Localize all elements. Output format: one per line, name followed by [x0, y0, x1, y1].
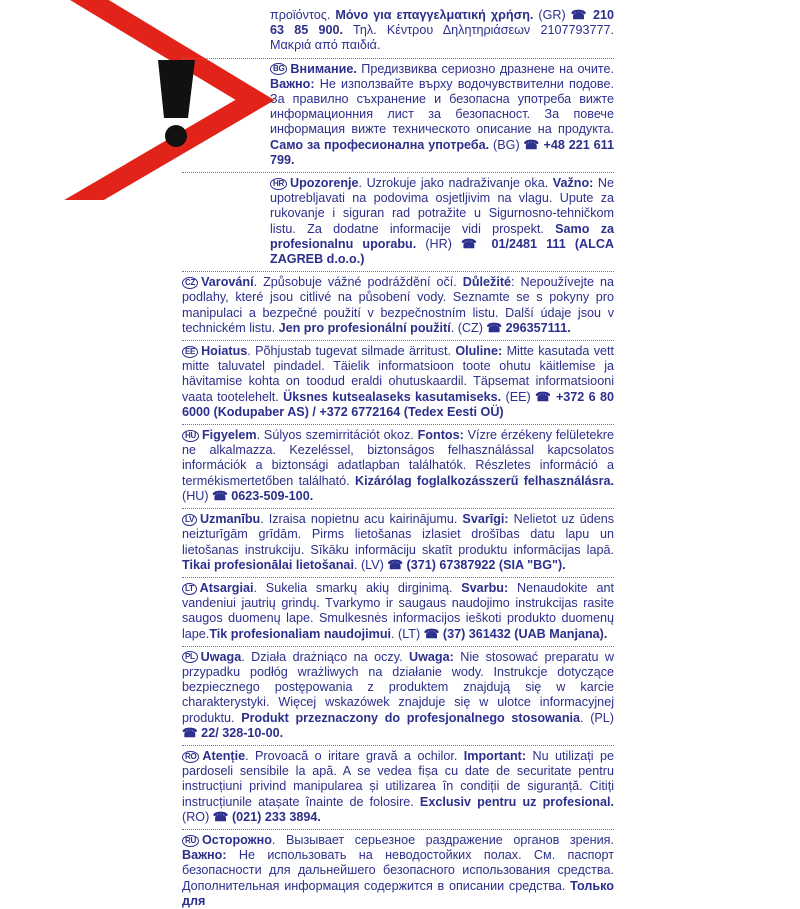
body-text: . (LV)	[353, 557, 388, 572]
bold-text: Tikai profesionālai lietošanai	[182, 557, 354, 572]
body-text: : Nepoužívejte na podlahy, které jsou citlivé na působení vody. Seznamte se s pokyny pro manipulaci a bezpečné použití v bezpečnostním listu. Další údaje jsou v technickém listu.	[182, 275, 615, 335]
bold-text: Upozorenje	[289, 176, 359, 191]
bold-text: Uwaga:	[409, 649, 454, 664]
bold-text: Svarbu:	[461, 580, 509, 595]
section-divider	[182, 424, 614, 425]
bold-text: Fontos:	[417, 428, 464, 443]
warning-section-ee	[182, 344, 614, 420]
warning-section-lt	[182, 581, 614, 642]
body-text: (HR)	[416, 236, 462, 251]
country-code-badge: BG	[270, 63, 287, 75]
bold-text: ☎ 01/2481 111 (ALCA ZAGREB d.o.o.)	[270, 236, 615, 267]
section-divider	[182, 745, 614, 746]
body-text: (EE)	[501, 389, 536, 404]
body-text: Nie stosować preparatu w przypadku podłóg wrażliwych na działanie wody. Instrukcje dotyczące bezpiecznego postępowania z produktem znajdują się w karcie charakterystyki. Więcej wskazówek znajduje się w ulotce informacyjnej produktu.	[182, 649, 614, 725]
bold-text: Само за професионална употреба.	[270, 137, 490, 152]
section-divider	[182, 508, 614, 509]
warning-section-cz	[182, 275, 614, 336]
country-code-badge: CZ	[182, 277, 198, 289]
bold-text: Kizárólag foglalkozásszerű felhasználásra.	[354, 473, 614, 488]
warning-section-hr	[182, 176, 614, 267]
body-text: . Provoacă o iritare gravă a ochilor.	[245, 748, 464, 763]
country-code-badge: LT	[182, 583, 197, 595]
section-divider	[182, 340, 614, 341]
country-code-badge: EE	[182, 346, 198, 358]
warning-section-ru	[182, 833, 614, 909]
body-text: Ne upotrebljavati na podovima osjetljivim na vlagu. Upute za rukovanje i siguran rad potražite u Sigurnosno-tehničkom listu. Za dodatne informacije vidi prospekt.	[270, 176, 614, 236]
bold-text: ☎ +372 6 80 6000 (Kodupaber AS) / +372 6772164 (Tedex Eesti OÜ)	[182, 389, 615, 419]
country-code-badge: RO	[182, 751, 199, 763]
body-text: Не использовать на неводостойких полах. См. паспорт безопасности для дальнейшего безопасного использования средства. Дополнительная информация содержится в описании средства.	[182, 848, 614, 893]
bold-text: Samo za profesionalnu uporabu.	[270, 221, 614, 251]
bold-text: Important:	[463, 748, 527, 763]
bold-text: ☎ 0623-509-100.	[212, 488, 314, 503]
body-text: προϊόντος.	[270, 8, 336, 22]
section-divider	[182, 646, 614, 647]
bold-text: ☎ 296357111.	[486, 320, 571, 335]
warning-section-ro	[182, 749, 614, 825]
bold-text: Oluline:	[455, 344, 503, 359]
body-text: . Súlyos szemirritációt okoz.	[256, 428, 418, 443]
body-text: Nenaudokite ant vandeniui jautrių grindų. Tvarkymo ir saugaus naudojimo instrukcijas rasite saugos duomenų lape. Smulkesnės informacijos ieškoti produkto duomenų lape.	[182, 580, 614, 641]
body-text: . Działa drażniąco na oczy.	[241, 649, 410, 664]
body-text: . Вызывает серьезное раздражение органов зрения.	[271, 832, 614, 847]
body-text: Vízre érzékeny felületekre ne alkalmazza. Kezeléssel, biztonságos felhasználással kapcsolatos információk a biztonsági adatlapban találhatók. Részletes információ a termékismertetőben található.	[182, 428, 614, 488]
bold-text: ☎ +48 221 611 799.	[270, 137, 614, 167]
country-code-badge: HR	[270, 178, 287, 190]
section-divider	[182, 172, 614, 173]
country-code-badge: LV	[182, 514, 197, 526]
section-divider	[182, 829, 614, 830]
bold-text: Varování	[201, 275, 254, 290]
bold-text: Üksnes kutsealaseks kasutamiseks.	[283, 389, 502, 404]
body-text: . (PL)	[580, 710, 614, 725]
section-divider	[182, 271, 614, 272]
bold-text: Jen pro profesionální použití	[278, 320, 451, 335]
body-text: . Izraisa nopietnu acu kairinājumu.	[260, 512, 463, 527]
body-text: . (CZ)	[450, 320, 487, 335]
bold-text: Tik profesionaliam naudojimui	[209, 626, 392, 641]
bold-text: Důležité	[462, 275, 512, 290]
body-text: . Põhjustab tugevat silmade ärritust.	[247, 344, 456, 359]
bold-text: Produkt przeznaczony do profesjonalnego stosowania	[241, 710, 581, 725]
bold-text: Exclusiv pentru uz profesional.	[419, 794, 614, 809]
body-text: (GR)	[533, 8, 571, 22]
bold-text: Hoiatus	[201, 344, 248, 359]
body-text: Nu utilizați pe pardoseli sensibile la apă. A se vedea fișa cu date de securitate pentru instrucțiuni privind manipularea și utilizarea în condiții de siguranță. Citiți instrucțiunile atașate înainte de folosire.	[182, 748, 614, 809]
bold-text: Внимание.	[290, 61, 357, 76]
bold-text: Важно:	[182, 848, 227, 863]
section-divider	[182, 58, 614, 59]
bold-text: Svarīgi:	[462, 512, 509, 527]
body-text: Предизвиква сериозно дразнене на очите.	[356, 61, 614, 76]
bold-text: Μόνο για επαγγελματική χρήση.	[335, 8, 534, 22]
warning-section-bg	[182, 62, 614, 168]
body-text: . Způsobuje vážné podráždění očí.	[253, 275, 463, 290]
bold-text: Atenție	[202, 748, 246, 763]
bold-text: Uwaga	[200, 649, 242, 664]
bold-text: Atsargiai	[199, 580, 254, 595]
section-divider	[182, 577, 614, 578]
warning-section-lv	[182, 512, 614, 573]
bold-text: Осторожно	[201, 832, 272, 847]
label-text-column	[182, 8, 614, 909]
body-text: Τηλ. Κέντρου Δηλητηριάσεων 2107793777. Μακριά από παιδιά.	[270, 23, 614, 53]
body-text: (RO)	[182, 809, 213, 824]
warning-section-continued	[182, 8, 614, 54]
body-text: Nelietot uz ūdens neizturīgām grīdām. Pirms lietošanas izlasiet drošības datu lapu un lietošanas instrukciju. Sīkāku informāciju skatīt produktu informācijas lapā.	[182, 512, 615, 557]
bold-text: Важно:	[270, 76, 315, 91]
country-code-badge: PL	[182, 651, 198, 663]
country-code-badge: RU	[182, 835, 199, 847]
bold-text: ☎ (021) 233 3894.	[212, 809, 321, 824]
body-text: . (LT)	[391, 626, 424, 641]
body-text: . Uzrokuje jako nadraživanje oka.	[358, 176, 553, 191]
bold-text: Только для	[182, 878, 614, 908]
body-text: (HU)	[182, 488, 213, 503]
bold-text: ☎ (371) 67387922 (SIA "BG").	[387, 557, 566, 572]
warning-section-pl	[182, 650, 614, 741]
body-text: . Sukelia smarkų akių dirginimą.	[253, 580, 462, 595]
bold-text: ☎ (37) 361432 (UAB Manjana).	[423, 626, 608, 641]
bold-text: ☎ 22/ 328-10-00.	[182, 725, 284, 740]
country-code-badge: HU	[182, 430, 199, 442]
body-text: Mitte kasutada vett mitte taluvatel pindadel. Täielik informatsioon toote ohutu käitlemise ja hävitamise kohta on toodud eraldi ohutuskaardil. Täpsemat informatsiooni vaata tootelehelt.	[182, 344, 615, 404]
warning-section-hu	[182, 428, 614, 504]
bold-text: Figyelem	[201, 428, 257, 443]
bold-text: Uzmanību	[200, 512, 261, 527]
body-text: Не използвайте върху водочувствителни подове. За правилно съхранение и безопасна употреба вижте информационния лист за безопасност. За повече информация вижте техническото описание на продукта.	[270, 76, 614, 137]
body-text: (BG)	[489, 137, 524, 152]
bold-text: Važno:	[552, 176, 594, 191]
bold-text: ☎ 210 63 85 900.	[270, 8, 615, 38]
